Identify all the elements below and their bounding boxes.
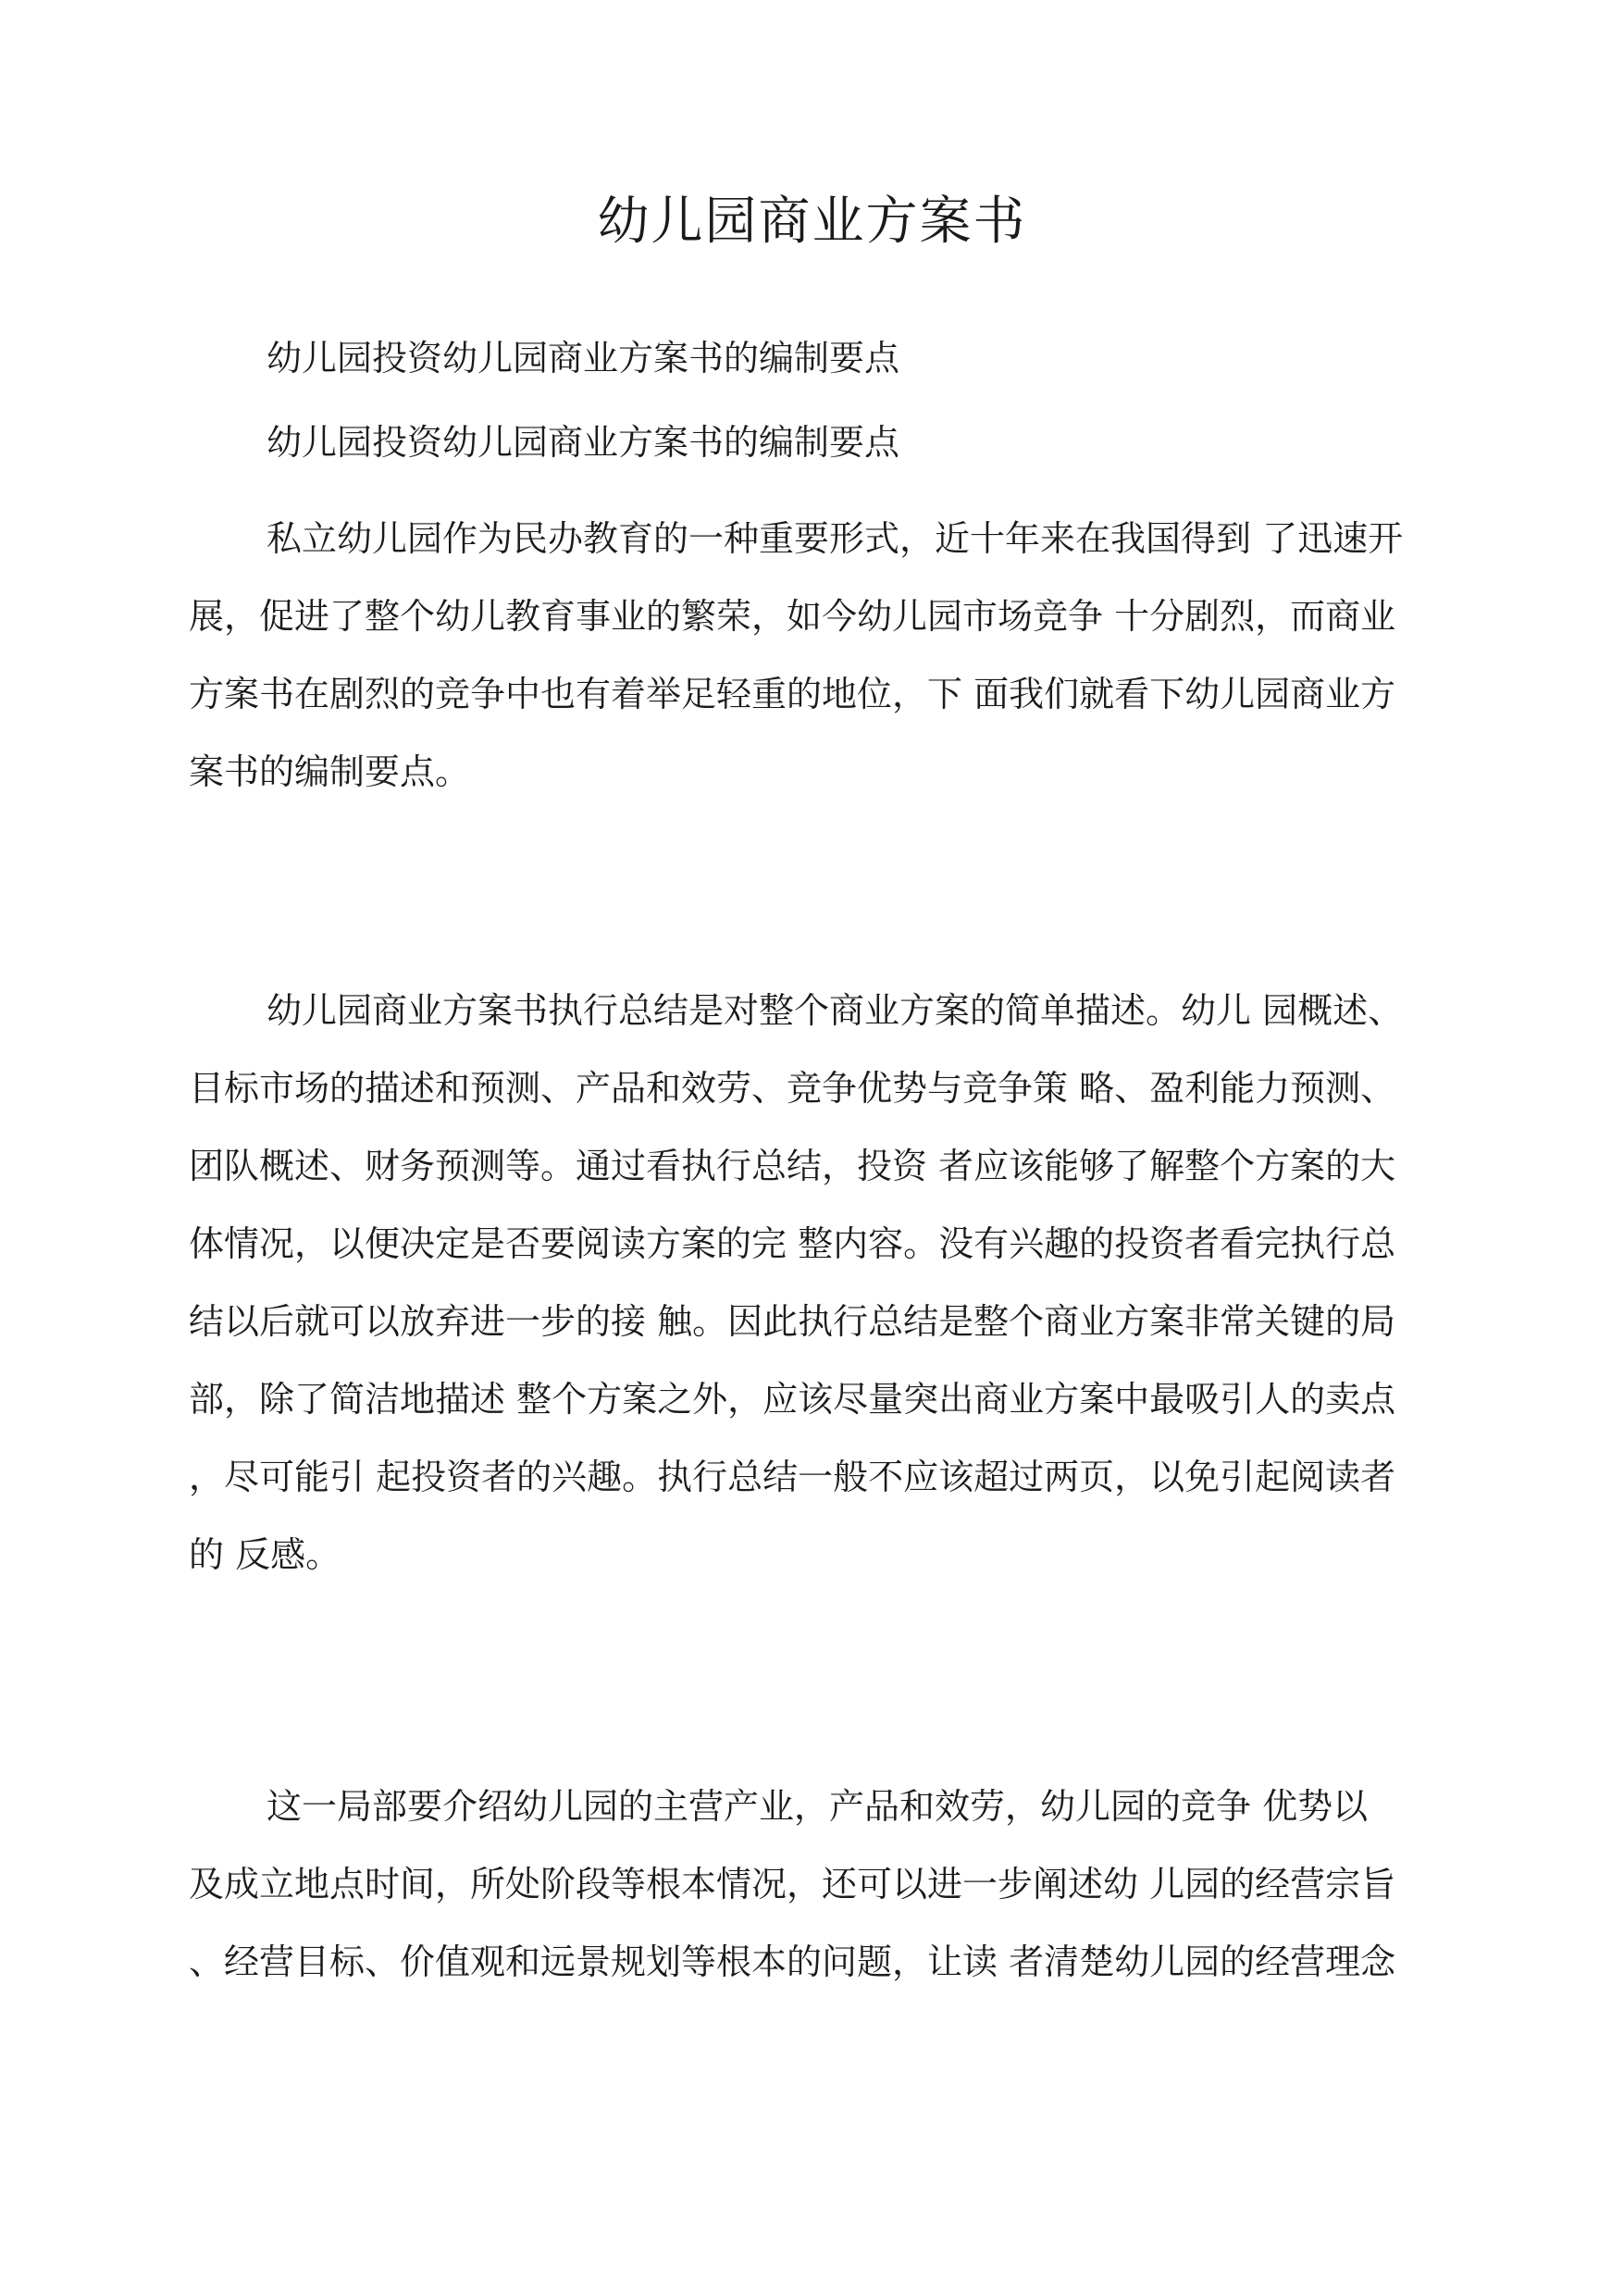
paragraph-line: 及成立地点时间，所处阶段等根本情况，还可以进一步阐述幼 儿园的经营宗旨 <box>189 1864 1396 1904</box>
company-overview-paragraph <box>189 1768 1440 2001</box>
paragraph-line: 幼儿园投资幼儿园商业方案书的编制要点 <box>267 338 900 378</box>
executive-summary-paragraph <box>189 972 1440 1594</box>
paragraph-line: 幼儿园投资幼儿园商业方案书的编制要点 <box>267 422 900 463</box>
paragraph-line: 团队概述、财务预测等。通过看执行总结，投资 者应该能够了解整个方案的大 <box>189 1146 1396 1186</box>
paragraph-line: 部，除了简洁地描述 整个方案之外，应该尽量突出商业方案中最吸引人的卖点 <box>189 1379 1396 1420</box>
paragraph-line: 这一局部要介绍幼儿园的主营产业，产品和效劳，幼儿园的竞争 优势以 <box>267 1786 1369 1827</box>
paragraph-line: 私立幼儿园作为民办教育的一种重要形式，近十年来在我国得到 了迅速开 <box>267 518 1404 559</box>
paragraph-line: 体情况，以便决定是否要阅读方案的完 整内容。没有兴趣的投资者看完执行总 <box>189 1223 1396 1264</box>
paragraph-line: 、经营目标、价值观和远景规划等根本的问题，让读 者清楚幼儿园的经营理念 <box>189 1941 1396 1982</box>
paragraph-line: ，尽可能引 起投资者的兴趣。执行总结一般不应该超过两页，以免引起阅读者 <box>189 1457 1396 1497</box>
paragraph-line: 方案书在剧烈的竞争中也有着举足轻重的地位，下 面我们就看下幼儿园商业方 <box>189 674 1396 714</box>
document-title: 幼儿园商业方案书 <box>597 192 1027 252</box>
paragraph-line: 展，促进了整个幼儿教育事业的繁荣，如今幼儿园市场竞争 十分剧烈，而商业 <box>189 596 1396 637</box>
subtitle-paragraph-1 <box>189 319 1440 397</box>
paragraph-line: 目标市场的描述和预测、产品和效劳、竞争优势与竞争策 略、盈利能力预测、 <box>189 1068 1396 1109</box>
paragraph-line: 的 反感。 <box>189 1534 341 1575</box>
paragraph-line: 结以后就可以放弃进一步的接 触。因此执行总结是整个商业方案非常关键的局 <box>189 1301 1396 1342</box>
paragraph-line: 幼儿园商业方案书执行总结是对整个商业方案的简单描述。幼儿 园概述、 <box>267 990 1404 1031</box>
subtitle-paragraph-2 <box>189 403 1440 481</box>
intro-paragraph <box>189 500 1440 811</box>
paragraph-line: 案书的编制要点。 <box>189 751 471 792</box>
